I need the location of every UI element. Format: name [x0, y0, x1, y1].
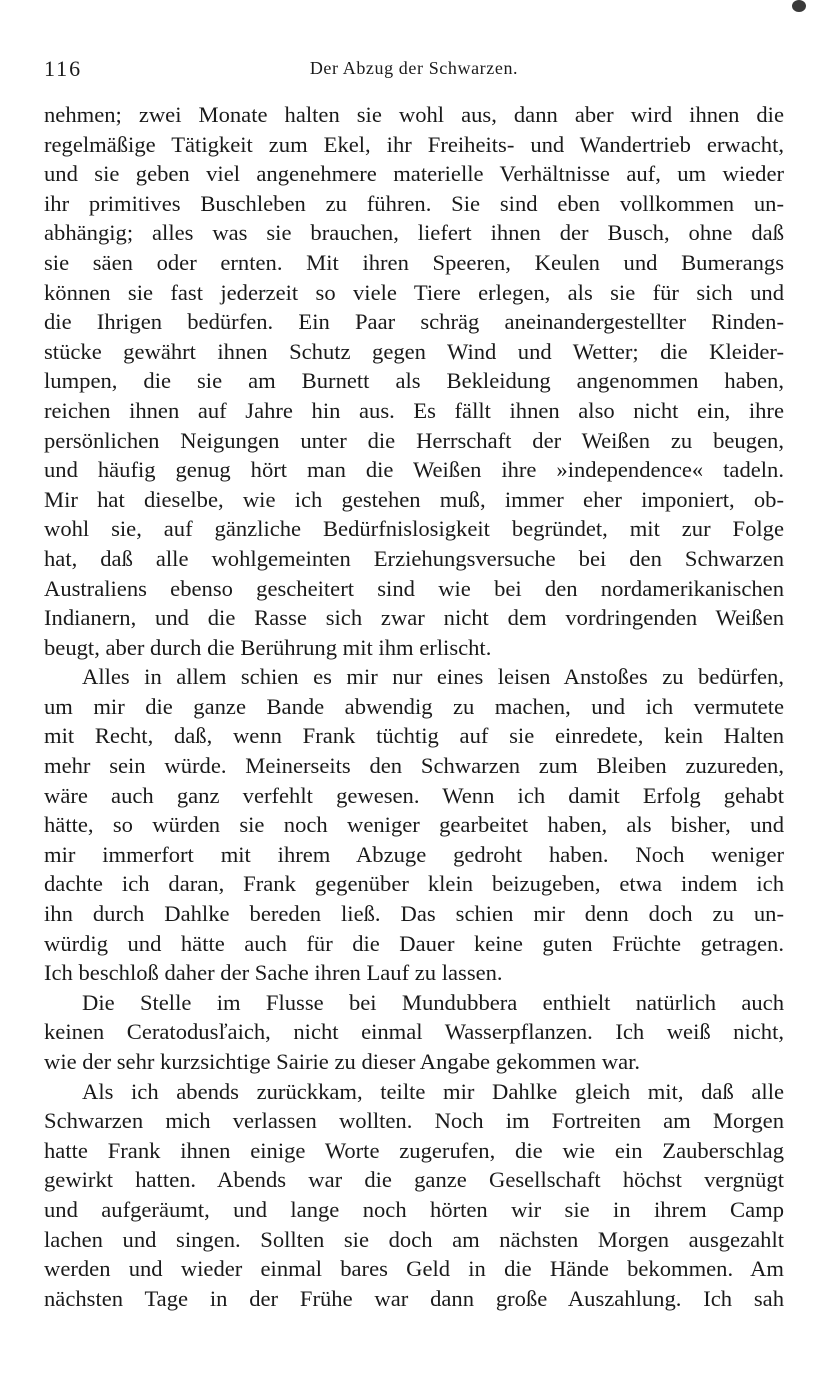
text-line: mit Recht, daß, wenn Frank tüchtig auf sie einredete, kein Halten	[44, 723, 784, 749]
page-number: 116	[44, 56, 83, 81]
text-line: wäre auch ganz verfehlt gewesen. Wenn ich damit Erfolg gehabt	[44, 782, 784, 808]
text-line: hat, daß alle wohlgemeinten Erziehungsversuche bei den Schwarzen	[44, 545, 784, 571]
text-line: hatte Frank ihnen einige Worte zugerufen, die wie ein Zauberschlag	[44, 1137, 784, 1163]
text-line: mir immerfort mit ihrem Abzuge gedroht haben. Noch weniger	[44, 841, 784, 867]
text-line: können sie fast jederzeit so viele Tiere erlegen, als sie für sich und	[44, 279, 784, 305]
text-line: wie der sehr kurzsichtige Sairie zu dieser Angabe gekommen war.	[44, 1049, 641, 1074]
text-line: Schwarzen mich verlassen wollten. Noch im Fortreiten am Morgen	[44, 1108, 784, 1134]
text-line: ihn durch Dahlke bereden ließ. Das schien mir denn doch zu un-	[44, 901, 784, 927]
text-line: lachen und singen. Sollten sie doch am nächsten Morgen ausgezahlt	[44, 1226, 784, 1252]
text-line: beugt, aber durch die Berührung mit ihm erlischt.	[44, 634, 492, 660]
text-line: Australiens ebenso gescheitert sind wie bei den nordamerikanischen	[44, 575, 784, 601]
text-line: wohl sie, auf gänzliche Bedürfnislosigkeit begründet, mit zur Folge	[44, 516, 784, 542]
text-line: reichen ihnen auf Jahre hin aus. Es fällt ihnen also nicht ein, ihre	[44, 397, 784, 423]
text-line: abhängig; alles was sie brauchen, liefert ihnen der Busch, ohne daß	[44, 220, 784, 246]
text-line: Als ich abends zurückkam, teilte mir Dahlke gleich mit, daß alle	[82, 1078, 784, 1104]
text-line: dachte ich daran, Frank gegenüber klein beizugeben, etwa indem ich	[44, 871, 784, 897]
text-line: um mir die ganze Bande abwendig zu machen, und ich vermutete	[44, 693, 784, 719]
text-line: regelmäßige Tätigkeit zum Ekel, ihr Freiheits- und Wandertrieb erwacht,	[44, 131, 784, 157]
text-line: und häufig genug hört man die Weißen ihre »independence« tadeln.	[44, 457, 784, 483]
text-line: keinen Ceratodusľaich, nicht einmal Wasserpflanzen. Ich weiß nicht,	[44, 1019, 784, 1045]
text-line: würdig und hätte auch für die Dauer keine guten Früchte getragen.	[44, 930, 784, 956]
text-line: stücke gewährt ihnen Schutz gegen Wind und Wetter; die Kleider-	[44, 338, 784, 364]
text-line: und aufgeräumt, und lange noch hörten wir sie in ihrem Camp	[44, 1196, 784, 1222]
text-line: Ich beschloß daher der Sache ihren Lauf zu lassen.	[44, 960, 503, 986]
text-line: hätte, so würden sie noch weniger gearbeitet haben, als bisher, und	[44, 812, 784, 838]
body-text	[44, 100, 784, 1313]
text-line: nächsten Tage in der Frühe war dann große Auszahlung. Ich sah	[44, 1285, 784, 1311]
text-line: gewirkt hatten. Abends war die ganze Gesellschaft höchst vergnügt	[44, 1167, 784, 1193]
text-line: Indianern, und die Rasse sich zwar nicht dem vordringenden Weißen	[44, 605, 784, 631]
text-line: Die Stelle im Flusse bei Mundubbera enthielt natürlich auch	[82, 989, 784, 1015]
text-line: mehr sein würde. Meinerseits den Schwarzen zum Bleiben zuzureden,	[44, 753, 784, 779]
running-head	[44, 56, 784, 84]
text-line: persönlichen Neigungen unter die Herrschaft der Weißen zu beugen,	[44, 427, 784, 453]
text-line: lumpen, die sie am Burnett als Bekleidung angenommen haben,	[44, 368, 784, 394]
running-title: Der Abzug der Schwarzen.	[309, 58, 519, 78]
text-line: werden und wieder einmal bares Geld in die Hände bekommen. Am	[44, 1256, 784, 1282]
text-line: Mir hat dieselbe, wie ich gestehen muß, immer eher imponiert, ob-	[44, 486, 784, 512]
text-line: nehmen; zwei Monate halten sie wohl aus, dann aber wird ihnen die	[44, 102, 784, 127]
text-line: ihr primitives Buschleben zu führen. Sie sind eben vollkommen un-	[44, 190, 784, 216]
text-line: Alles in allem schien es mir nur eines leisen Anstoßes zu bedürfen,	[82, 664, 784, 690]
text-line: sie säen oder ernten. Mit ihren Speeren, Keulen und Bumerangs	[44, 249, 784, 275]
text-line: die Ihrigen bedürfen. Ein Paar schräg aneinandergestellter Rinden-	[44, 309, 784, 335]
scan-mark	[792, 0, 806, 12]
text-line: und sie geben viel angenehmere materielle Verhältnisse auf, um wieder	[44, 161, 784, 187]
